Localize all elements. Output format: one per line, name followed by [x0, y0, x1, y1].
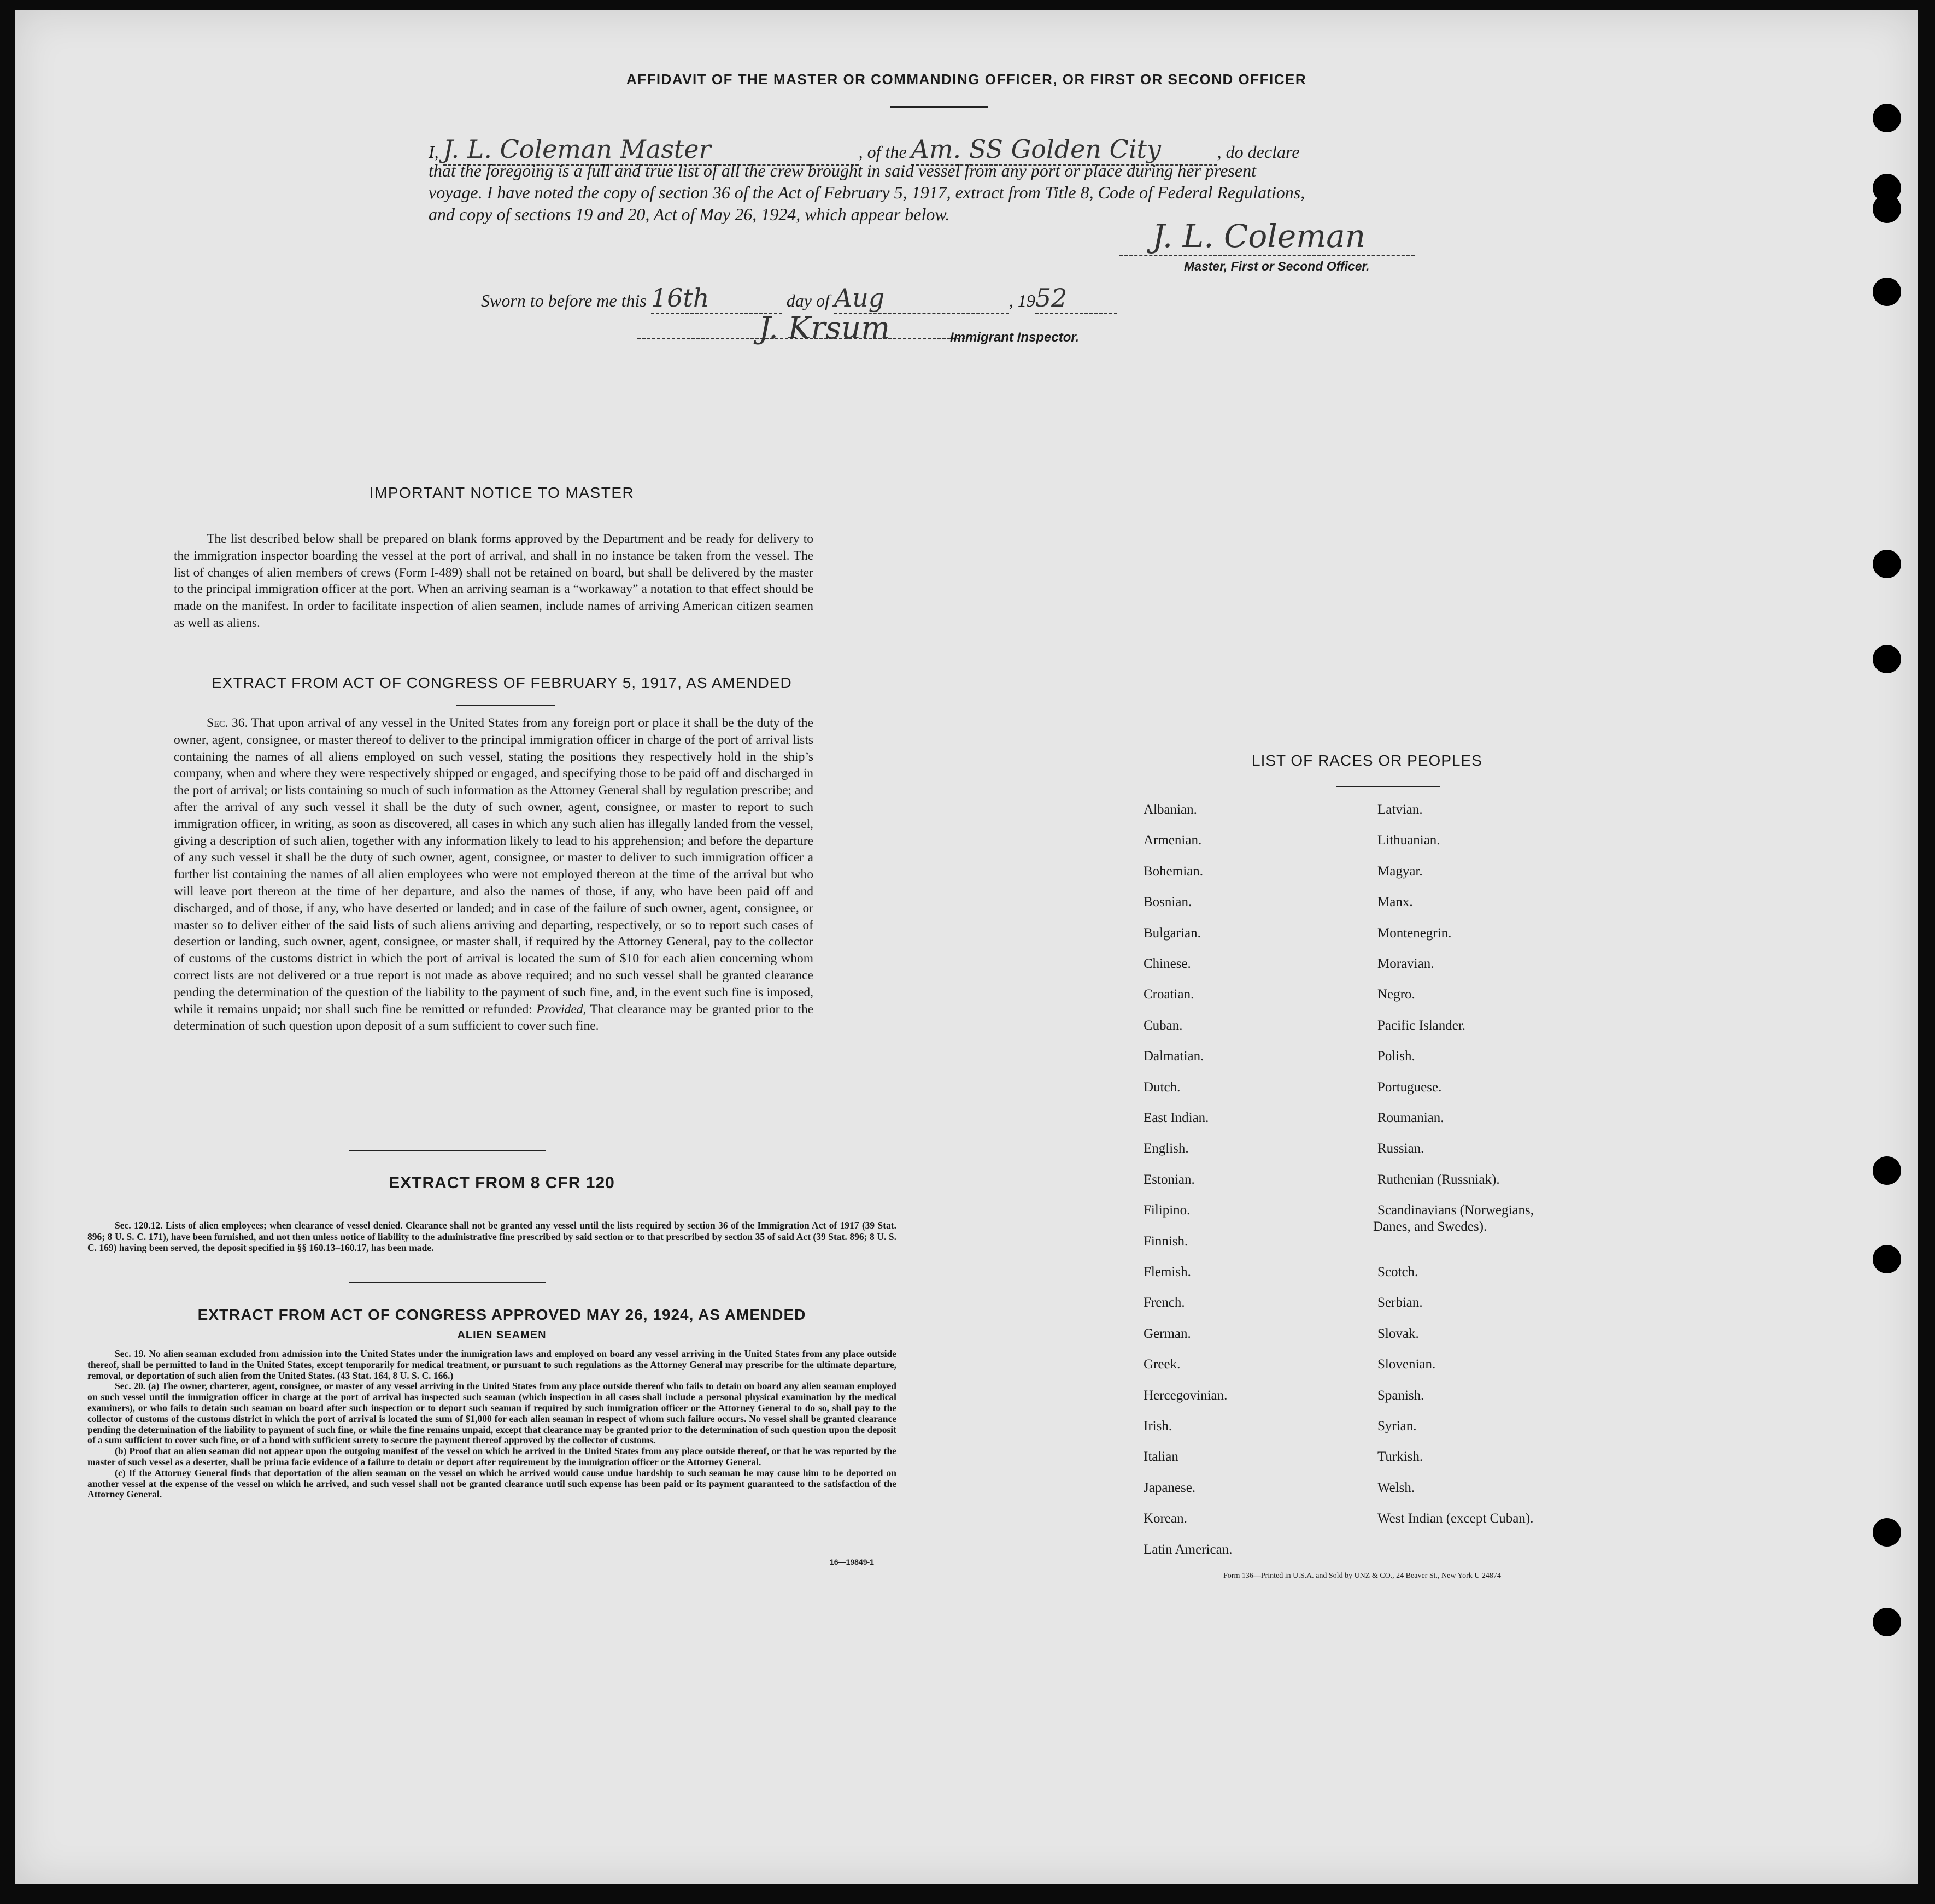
race-item: West Indian (except Cuban). [1377, 1511, 1534, 1526]
race-item: Manx. [1377, 895, 1413, 910]
title-rule [890, 106, 988, 108]
notice-body: The list described below shall be prepared on blank forms approved by the Department and be ready for delivery to the immigration inspector boarding the vessel at the port of arrival, and shall in no instance be taken from the vessel. The list of changes of alien members of crews (Form I-489) shall not be retained on board, but shall be delivered by the master to the principal immigration officer at the port. When an arriving seaman is a “workaway” a notation to that effect should be made on the manifest. In order to facilitate inspection of alien seamen, include names of arriving American citizen seamen as well as aliens. [174, 532, 813, 630]
race-item: Portuguese. [1377, 1079, 1442, 1095]
race-item: Filipino. [1144, 1203, 1191, 1218]
extract-1924-title: EXTRACT FROM ACT OF CONGRESS APPROVED MAY 26, 1924, AS AMENDED [197, 1306, 806, 1323]
section-rule [456, 705, 555, 706]
punch-hole [1873, 1608, 1901, 1636]
race-item: Turkish. [1377, 1449, 1423, 1465]
race-item: Estonian. [1144, 1172, 1195, 1187]
races-title-rule [1336, 786, 1440, 787]
inspector-signature-handwritten: J. Krsum [759, 310, 890, 346]
section-rule [349, 1150, 546, 1151]
master-name-handwritten: J. L. Coleman Master [443, 134, 711, 164]
year-prefix: , 19 [1008, 291, 1035, 310]
race-item: Magyar. [1377, 863, 1423, 879]
sec-20b-text: (b) Proof that an alien seaman did not appear upon the outgoing manifest of the vessel on which he arrived in the United States from any place outside thereof, or that he was reported by the master of such vessel as a deserter, shall be prima facie evidence of a failure to detain or deport after requirement by the immigration officer or the Attorney General. [87, 1445, 896, 1467]
punch-hole [1873, 1156, 1901, 1185]
race-item: Greek. [1144, 1357, 1181, 1372]
proviso-text: That clearance may be granted prior to the determination of such question upon deposit of a sum sufficient to cover such fine. [174, 1002, 813, 1033]
punch-hole [1873, 550, 1901, 578]
alien-seamen-subtitle: ALIEN SEAMEN [457, 1329, 547, 1341]
race-item: Armenian. [1144, 833, 1202, 848]
race-item: Polish. [1377, 1049, 1415, 1064]
extract-cfr-title: EXTRACT FROM 8 CFR 120 [389, 1174, 615, 1192]
race-item: Slovenian. [1377, 1357, 1436, 1372]
signature-caption: Master, First or Second Officer. [1184, 259, 1370, 273]
extract-1917-body [174, 715, 813, 1035]
vessel-name-handwritten: Am. SS Golden City [911, 134, 1162, 164]
race-item: Slovak. [1377, 1326, 1419, 1341]
races-title: LIST OF RACES OR PEOPLES [1252, 752, 1482, 769]
race-item: Negro. [1377, 987, 1415, 1002]
sworn-year-handwritten: 52 [1035, 283, 1068, 313]
race-item: Hercegovinian. [1144, 1388, 1228, 1403]
punch-hole [1873, 104, 1901, 132]
sworn-day-handwritten: 16th [650, 283, 710, 313]
race-item: Montenegrin. [1377, 925, 1452, 941]
race-item: Danes, and Swedes). [1373, 1219, 1487, 1235]
declaration-line-2: that the foregoing is a full and true list of all the crew brought in said vessel from any port or place during her present [429, 161, 1256, 180]
race-item: Flemish. [1144, 1265, 1191, 1279]
race-item: Serbian. [1377, 1295, 1423, 1311]
section-rule [349, 1282, 546, 1283]
race-item: Chinese. [1144, 956, 1191, 971]
race-item: Korean. [1144, 1511, 1187, 1526]
race-item: Scandinavians (Norwegians, [1377, 1203, 1534, 1218]
race-item: Ruthenian (Russniak). [1377, 1172, 1500, 1187]
punch-hole [1873, 1245, 1901, 1273]
race-item: Spanish. [1377, 1388, 1424, 1403]
race-item: German. [1144, 1326, 1191, 1341]
race-item: East Indian. [1144, 1110, 1209, 1125]
sworn-line [481, 283, 1117, 314]
sworn-month-handwritten: Aug [834, 283, 885, 313]
race-item: Latvian. [1377, 802, 1423, 817]
race-item: Dalmatian. [1144, 1049, 1204, 1064]
punch-hole [1873, 1518, 1901, 1547]
race-item: Welsh. [1377, 1480, 1415, 1495]
declaration-prefix: I, [429, 142, 439, 162]
sec-20a-text: Sec. 20. (a) The owner, charterer, agent, consignee, or master of any vessel arriving in the United States from any place outside thereof who fails to detain on board any alien seaman employed on such vessel until the immigration officer in charge at the port of arrival has inspected such seaman (which inspection in all cases shall include a personal physical examination by the medical examiners), or who fails to detain such seaman on board after such inspection or to deport such seaman if required by such immigration officer or the Attorney General to do so, shall pay to the collector of customs of the customs district in which the port of arrival is located the sum of $1,000 for each alien seaman in respect of whom such failure occurs. No vessel shall be granted clearance pending the determination of the liability to payment of such fine, or while the fine remains unpaid, except that clearance may be granted prior to the determination of such question upon the deposit of a sum sufficient to cover such fine, or of a bond with sufficient surety to secure the payment thereof approved by the collector of customs. [87, 1380, 896, 1446]
sec-36-label: Sec. 36. [207, 716, 248, 730]
race-item: Lithuanian. [1377, 833, 1440, 848]
day-of-label: day of [786, 291, 830, 310]
race-item: Irish. [1144, 1419, 1172, 1433]
race-item: Finnish. [1144, 1233, 1188, 1249]
sec-19-text: Sec. 19. No alien seaman excluded from admission into the United States under the immigration laws and employed on board any vessel arriving in the United States from any place outside thereof, shall be permitted to land in the United States, except temporarily for medical treatment, or pursuant to such regulations as the Attorney General may prescribe for the ultimate departure, removal, or deportation of such alien from the United States. (43 Stat. 164, 8 U. S. C. 166.) [87, 1348, 896, 1381]
proviso-label: Provided, [536, 1002, 587, 1016]
notice-title: IMPORTANT NOTICE TO MASTER [369, 484, 635, 501]
inspector-caption: Immigrant Inspector. [950, 330, 1080, 345]
master-signature-handwritten: J. L. Coleman [1152, 218, 1366, 255]
sec-20c-text: (c) If the Attorney General finds that deportation of the alien seaman on the vessel on which he arrived would cause undue hardship to such seaman he may cause him to be deported on another vessel at the expense of the vessel on which he arrived, and such vessel shall not be granted clearance until such expense has been paid or its payment guaranteed to the satisfaction of the Attorney General. [87, 1467, 896, 1500]
race-item: Bosnian. [1144, 895, 1192, 910]
document-page [15, 10, 1918, 1884]
extract-1917-title: EXTRACT FROM ACT OF CONGRESS OF FEBRUARY 5, 1917, AS AMENDED [212, 674, 792, 691]
race-item: English. [1144, 1141, 1189, 1156]
race-item: Pacific Islander. [1377, 1018, 1466, 1033]
race-item: Bulgarian. [1144, 925, 1201, 941]
punch-hole [1873, 195, 1901, 223]
race-item: Dutch. [1144, 1079, 1181, 1095]
punch-hole [1873, 645, 1901, 673]
race-item: Bohemian. [1144, 863, 1204, 879]
race-item: Roumanian. [1377, 1110, 1444, 1125]
declaration-line-3: voyage. I have noted the copy of section 36 of the Act of February 5, 1917, extract from Title 8, Code of Federal Regulations, [429, 183, 1305, 202]
race-item: Russian. [1377, 1141, 1424, 1156]
race-item: Latin American. [1144, 1542, 1233, 1557]
punch-hole [1873, 278, 1901, 306]
signature-line [1119, 255, 1415, 256]
sec-36-text: That upon arrival of any vessel in the United States from any foreign port or place it shall be the duty of the owner, agent, consignee, or master thereof to deliver to the principal immigration officer in charge of the port of arrival lists containing the names of all aliens employed on such vessel, stating the positions they respectively hold in the ship’s company, when and where they were respectively shipped or engaged, and specifying those to be paid off and discharged in the port of arrival; or lists containing so much of such information as the Attorney General shall by regulation prescribe; and after the arrival of any such vessel it shall be the duty of such owner, agent, consignee, or master to report to such immigration officer, in writing, as soon as discovered, all cases in which any such alien has illegally landed from the vessel, giving a description of such alien, together with any information likely to lead to his apprehension; and before the departure of any such vessel it shall be the duty of such owner, agent, consignee, or master to deliver to such immigration officer a further list containing the names of all alien employees who were not employed thereon at the time of the arrival but who will leave port thereon at the time of her departure, and also the names of those, if any, who have been paid off and discharged, and of those, if any, who have deserted or landed; and in case of the failure of such owner, agent, consignee, or master so to deliver either of the said lists of such aliens arriving and departing, respectively, or so to report such cases of desertion or landing, such owner, agent, consignee, or master shall, if required by the Attorney General, pay to the collector of customs of the customs district in which the port of arrival is located the sum of $10 for each alien concerning whom correct lists are not delivered or a true report is not made as above required; and no such vessel shall be granted clearance pending the determination of the question of the liability to the payment of such fine, and, in the event such fine is imposed, while it remains unpaid; nor shall such fine be remitted or refunded: [174, 716, 813, 1016]
affidavit-title: AFFIDAVIT OF THE MASTER OR COMMANDING OFFICER, OR FIRST OR SECOND OFFICER [626, 71, 1307, 87]
race-item: Cuban. [1144, 1018, 1183, 1033]
declaration-line-4: and copy of sections 19 and 20, Act of May 26, 1924, which appear below. [429, 204, 950, 224]
extract-1924-body [87, 1349, 896, 1500]
race-item: Japanese. [1144, 1480, 1196, 1495]
race-item: Italian [1144, 1449, 1178, 1465]
race-item: French. [1144, 1295, 1185, 1311]
sworn-label: Sworn to before me this [481, 291, 647, 310]
form-footer: Form 136—Printed in U.S.A. and Sold by UNZ & CO., 24 Beaver St., New York U 24874 [1223, 1572, 1501, 1580]
race-item: Moravian. [1377, 956, 1434, 971]
do-declare-label: , do declare [1217, 142, 1300, 162]
print-code: 16—19849-1 [830, 1558, 874, 1566]
race-item: Syrian. [1377, 1419, 1417, 1433]
race-item: Croatian. [1144, 987, 1194, 1002]
race-item: Albanian. [1144, 802, 1197, 817]
race-item: Scotch. [1377, 1265, 1418, 1279]
of-the-label: , of the [858, 142, 907, 162]
extract-cfr-body: Sec. 120.12. Lists of alien employees; when clearance of vessel denied. Clearance shall not be granted any vessel until the lists required by section 36 of the Immigration Act of 1917 (39 Stat. 896; 8 U. S. C. 171), have been furnished, and not then unless notice of liability to the administrative fine prescribed by said section or to that prescribed by section 35 of said Act (39 Stat. 896; 8 U. S. C. 169) having been served, the deposit specified in §§ 160.13–160.17, has been made. [87, 1220, 896, 1253]
